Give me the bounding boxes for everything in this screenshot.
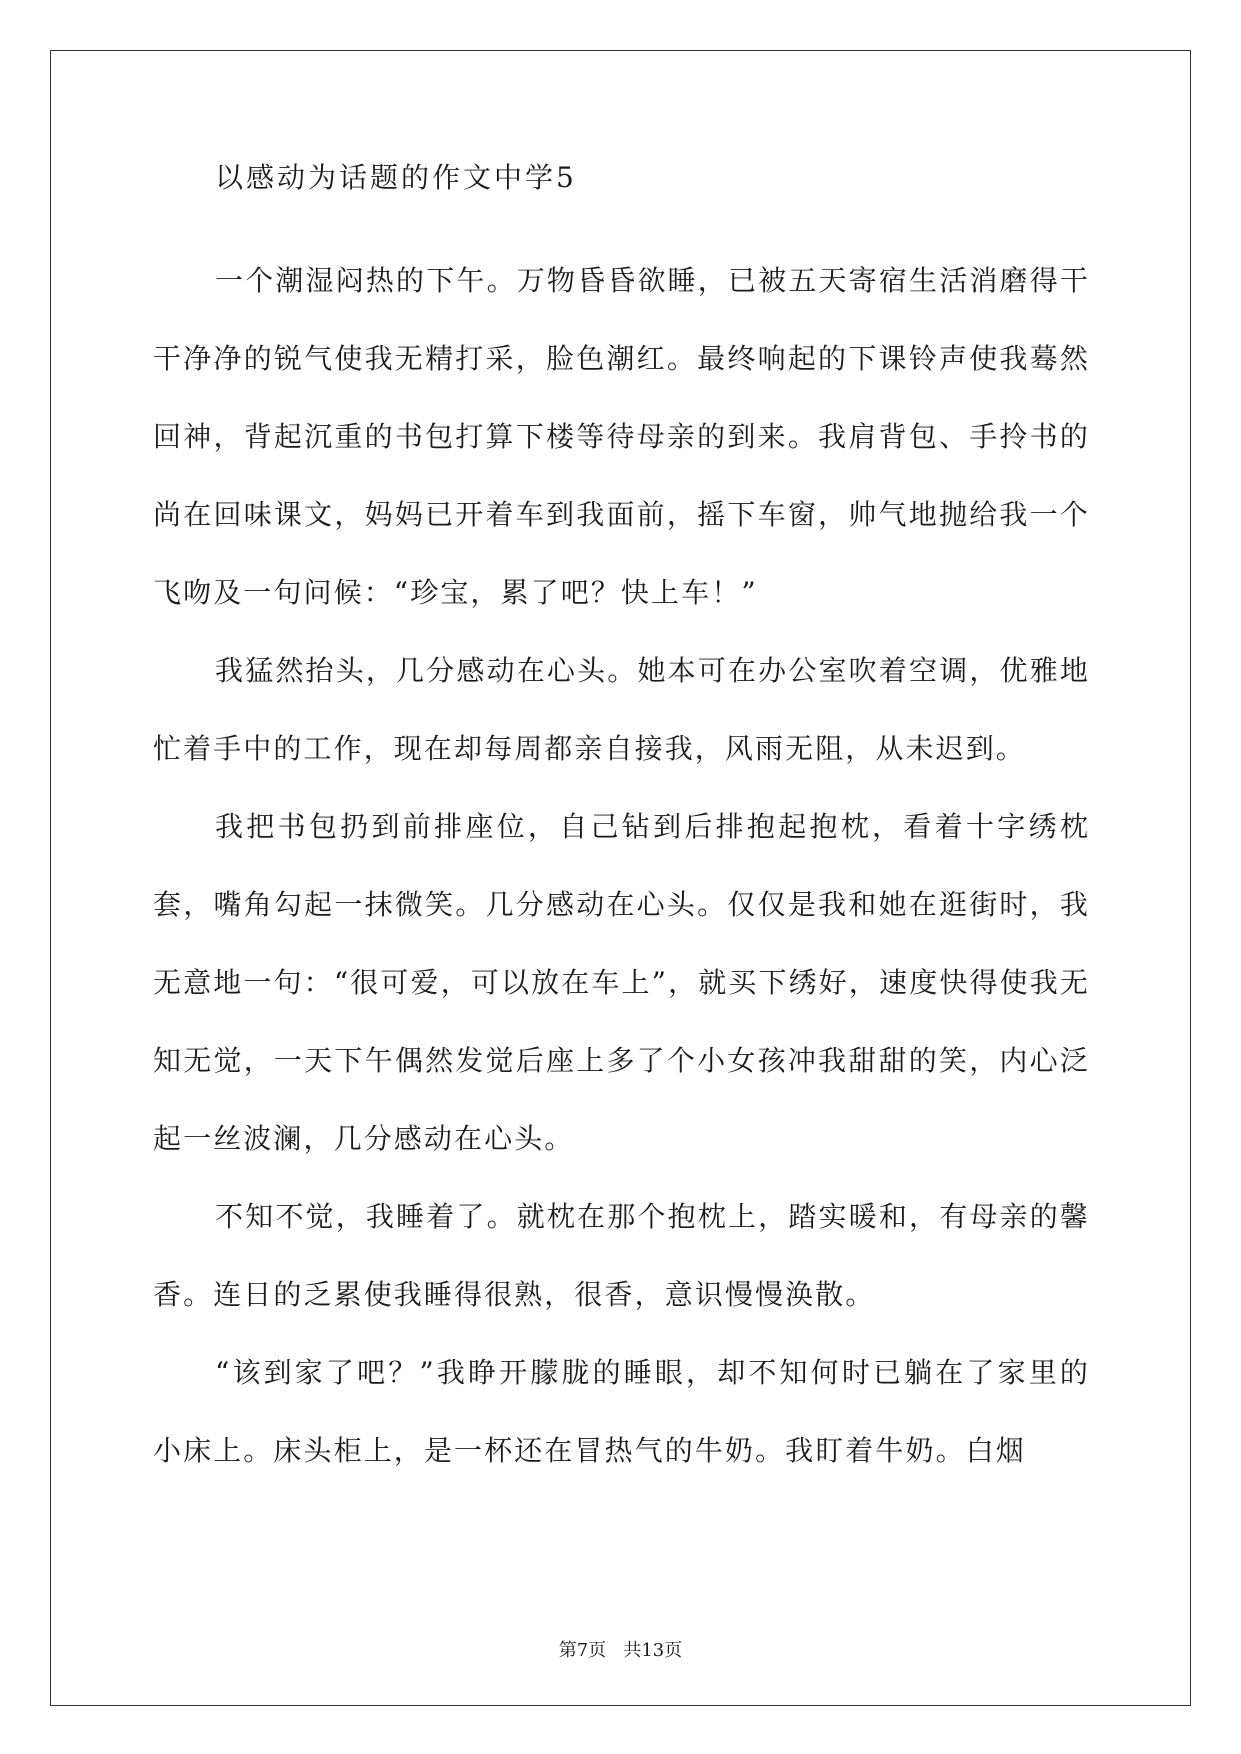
- paragraph-3: 我把书包扔到前排座位，自己钻到后排抱起抱枕，看着十字绣枕套，嘴角勾起一抹微笑。几分感动在心头。仅仅是我和她在逛街时，我无意地一句：“很可爱，可以放在车上”，就买下绣好，速度快得使我无知无觉，一天下午偶然发觉后座上多了个小女孩冲我甜甜的笑，内心泛起一丝波澜，几分感动在心头。: [153, 810, 1090, 1155]
- page-number-footer: 第7页 共13页: [558, 1640, 683, 1661]
- paragraph-2: 我猛然抬头，几分感动在心头。她本可在办公室吹着空调，优雅地忙着手中的工作，现在却每周都亲自接我，风雨无阻，从未迟到。: [153, 654, 1090, 765]
- document-title: 以感动为话题的作文中学5: [215, 161, 577, 194]
- paragraph-1: 一个潮湿闷热的下午。万物昏昏欲睡，已被五天寄宿生活消磨得干干净净的锐气使我无精打采，脸色潮红。最终响起的下课铃声使我蓦然回神，背起沉重的书包打算下楼等待母亲的到来。我肩背包、手拎书的尚在回味课文，妈妈已开着车到我面前，摇下车窗，帅气地抛给我一个飞吻及一句问候：“珍宝，累了吧？快上车！”: [153, 264, 1090, 609]
- paragraph-4: 不知不觉，我睡着了。就枕在那个抱枕上，踏实暖和，有母亲的馨香。连日的乏累使我睡得很熟，很香，意识慢慢涣散。: [153, 1200, 1090, 1311]
- paragraph-5: “该到家了吧？”我睁开朦胧的睡眼，却不知何时已躺在了家里的小床上。床头柜上，是一杯还在冒热气的牛奶。我盯着牛奶。白烟: [153, 1356, 1090, 1467]
- document-body: [153, 161, 1090, 1490]
